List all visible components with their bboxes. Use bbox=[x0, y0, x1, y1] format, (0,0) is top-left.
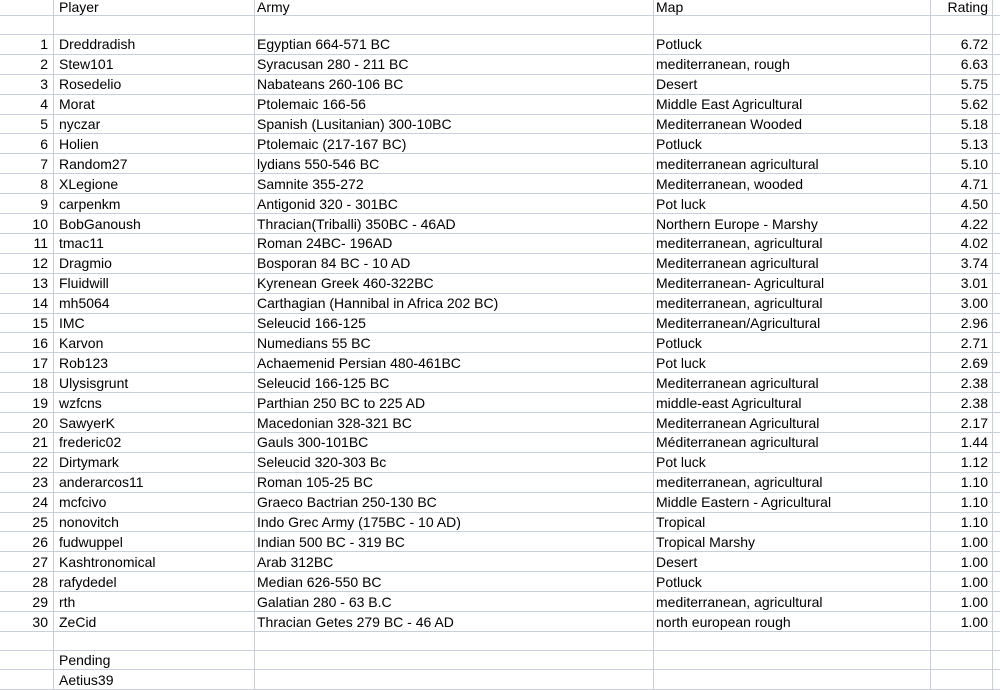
row-index[interactable]: 29 bbox=[32, 593, 48, 610]
map-cell[interactable]: mediterranean agricultural bbox=[656, 155, 819, 172]
rating-cell[interactable]: 6.63 bbox=[960, 56, 988, 73]
row-index[interactable]: 17 bbox=[32, 354, 48, 371]
player-cell[interactable]: Ulysisgrunt bbox=[59, 374, 129, 391]
player-cell[interactable]: nonovitch bbox=[59, 514, 119, 531]
map-cell[interactable]: mediterranean, agricultural bbox=[656, 295, 823, 312]
pending-player-row bbox=[0, 670, 1000, 690]
map-cell[interactable]: Potluck bbox=[656, 36, 702, 53]
player-cell[interactable]: SawyerK bbox=[59, 414, 116, 431]
map-cell[interactable]: Middle East Agricultural bbox=[656, 96, 803, 113]
player-cell[interactable]: Fluidwill bbox=[59, 275, 109, 292]
row-index[interactable]: 30 bbox=[32, 613, 48, 630]
row-index[interactable]: 28 bbox=[32, 573, 48, 590]
row-index[interactable]: 14 bbox=[32, 295, 48, 312]
pending-label[interactable]: Pending bbox=[59, 652, 111, 668]
army-cell[interactable]: Antigonid 320 - 301BC bbox=[257, 195, 398, 212]
table-row bbox=[0, 234, 1000, 254]
army-cell[interactable]: Bosporan 84 BC - 10 AD bbox=[257, 255, 411, 272]
table-row bbox=[0, 533, 1000, 553]
table-row bbox=[0, 154, 1000, 174]
map-cell[interactable]: Desert bbox=[656, 553, 698, 570]
map-cell[interactable]: Tropical Marshy bbox=[656, 533, 756, 550]
pending-player[interactable]: Aetius39 bbox=[59, 671, 114, 688]
table-row bbox=[0, 493, 1000, 513]
map-cell[interactable]: Mediterranean agricultural bbox=[656, 374, 819, 391]
player-cell[interactable]: mcfcivo bbox=[59, 494, 107, 511]
map-cell[interactable]: Desert bbox=[656, 76, 698, 93]
rating-cell[interactable]: 5.10 bbox=[960, 155, 988, 172]
empty-row[interactable] bbox=[0, 16, 1000, 35]
table-row bbox=[0, 592, 1000, 612]
row-index[interactable]: 22 bbox=[32, 454, 48, 471]
player-cell[interactable]: rafydedel bbox=[59, 573, 117, 590]
player-cell[interactable]: Holien bbox=[59, 135, 99, 152]
row-index[interactable]: 10 bbox=[32, 215, 48, 232]
row-index[interactable]: 23 bbox=[32, 474, 48, 491]
army-cell[interactable]: Macedonian 328-321 BC bbox=[257, 414, 412, 431]
rating-cell[interactable]: 1.00 bbox=[960, 533, 988, 550]
player-cell[interactable]: fudwuppel bbox=[59, 533, 123, 550]
player-cell[interactable]: BobGanoush bbox=[59, 215, 141, 232]
map-cell[interactable]: Potluck bbox=[656, 573, 702, 590]
army-cell[interactable]: Thracian Getes 279 BC - 46 AD bbox=[257, 613, 454, 630]
army-cell[interactable]: lydians 550-546 BC bbox=[257, 155, 380, 172]
empty-row[interactable] bbox=[0, 632, 1000, 651]
player-cell[interactable]: nyczar bbox=[59, 116, 101, 133]
table-row bbox=[0, 612, 1000, 632]
army-cell[interactable]: Ptolemaic (217-167 BC) bbox=[257, 135, 407, 152]
row-index[interactable]: 7 bbox=[40, 155, 48, 172]
table-row bbox=[0, 95, 1000, 115]
table-row bbox=[0, 274, 1000, 294]
map-cell[interactable]: Mediterranean, wooded bbox=[656, 175, 804, 192]
rating-cell[interactable]: 3.01 bbox=[960, 275, 988, 292]
army-cell[interactable]: Kyrenean Greek 460-322BC bbox=[257, 275, 434, 292]
row-index[interactable]: 25 bbox=[32, 514, 48, 531]
army-cell[interactable]: Roman 105-25 BC bbox=[257, 474, 373, 491]
row-index[interactable]: 8 bbox=[40, 175, 48, 192]
map-cell[interactable]: mediterranean, agricultural bbox=[656, 593, 823, 610]
army-cell[interactable]: Indo Grec Army (175BC - 10 AD) bbox=[257, 514, 461, 531]
rating-cell[interactable]: 2.69 bbox=[960, 354, 988, 371]
map-cell[interactable]: north european rough bbox=[656, 613, 791, 630]
row-index[interactable]: 12 bbox=[32, 255, 48, 272]
table-row bbox=[0, 572, 1000, 592]
map-cell[interactable]: Mediterranean Wooded bbox=[656, 116, 803, 133]
rating-cell[interactable]: 2.17 bbox=[960, 414, 988, 431]
map-cell[interactable]: Mediterranean Agricultural bbox=[656, 414, 820, 431]
rating-cell[interactable]: 1.00 bbox=[960, 593, 988, 610]
header-rating[interactable]: Rating bbox=[947, 0, 988, 15]
army-cell[interactable]: Median 626-550 BC bbox=[257, 573, 382, 590]
player-cell[interactable]: Rosedelio bbox=[59, 76, 122, 93]
army-cell[interactable]: Thracian(Triballi) 350BC - 46AD bbox=[257, 215, 456, 232]
table-row bbox=[0, 135, 1000, 155]
row-index[interactable]: 16 bbox=[32, 334, 48, 351]
army-cell[interactable]: Ptolemaic 166-56 bbox=[257, 96, 366, 113]
row-index[interactable]: 9 bbox=[40, 195, 48, 212]
rating-cell[interactable]: 1.44 bbox=[960, 434, 988, 451]
row-index[interactable]: 6 bbox=[40, 135, 48, 152]
player-cell[interactable]: Morat bbox=[59, 96, 95, 113]
rating-cell[interactable]: 1.12 bbox=[960, 454, 988, 471]
table-row bbox=[0, 334, 1000, 354]
row-index[interactable]: 4 bbox=[40, 96, 48, 113]
row-index[interactable]: 21 bbox=[32, 434, 48, 451]
player-cell[interactable]: wzfcns bbox=[59, 394, 102, 411]
row-index[interactable]: 19 bbox=[32, 394, 48, 411]
army-cell[interactable]: Achaemenid Persian 480-461BC bbox=[257, 354, 461, 371]
army-cell[interactable]: Parthian 250 BC to 225 AD bbox=[257, 394, 426, 411]
player-cell[interactable]: Dragmio bbox=[59, 255, 112, 272]
table-row bbox=[0, 254, 1000, 274]
army-cell[interactable]: Arab 312BC bbox=[257, 553, 334, 570]
table-row bbox=[0, 174, 1000, 194]
rating-cell[interactable]: 4.22 bbox=[960, 215, 988, 232]
map-cell[interactable]: Middle Eastern - Agricultural bbox=[656, 494, 832, 511]
rating-cell[interactable]: 5.75 bbox=[960, 76, 988, 93]
map-cell[interactable]: Méditerranean agricultural bbox=[656, 434, 819, 451]
player-cell[interactable]: mh5064 bbox=[59, 295, 110, 312]
rating-cell[interactable]: 1.00 bbox=[960, 613, 988, 630]
rating-cell[interactable]: 6.72 bbox=[960, 36, 988, 53]
table-row bbox=[0, 373, 1000, 393]
row-index[interactable]: 26 bbox=[32, 533, 48, 550]
pending-label-row bbox=[0, 651, 1000, 670]
army-cell[interactable]: Carthagian (Hannibal in Africa 202 BC) bbox=[257, 295, 499, 312]
rating-cell[interactable]: 5.62 bbox=[960, 96, 988, 113]
map-cell[interactable]: Pot luck bbox=[656, 195, 706, 212]
map-cell[interactable]: Mediterranean agricultural bbox=[656, 255, 819, 272]
army-cell[interactable]: Roman 24BC- 196AD bbox=[257, 235, 393, 252]
rating-cell[interactable]: 3.00 bbox=[960, 295, 988, 312]
army-cell[interactable]: Graeco Bactrian 250-130 BC bbox=[257, 494, 437, 511]
header-player[interactable]: Player bbox=[59, 0, 99, 15]
rating-cell[interactable]: 1.10 bbox=[960, 514, 988, 531]
table-row bbox=[0, 294, 1000, 314]
table-row bbox=[0, 453, 1000, 473]
rating-cell[interactable]: 4.02 bbox=[960, 235, 988, 252]
player-cell[interactable]: Random27 bbox=[59, 155, 128, 172]
header-map[interactable]: Map bbox=[656, 0, 684, 15]
army-cell[interactable]: Nabateans 260-106 BC bbox=[257, 76, 404, 93]
row-index[interactable]: 11 bbox=[33, 235, 48, 252]
table-row bbox=[0, 115, 1000, 135]
map-cell[interactable]: Tropical bbox=[656, 514, 706, 531]
player-cell[interactable]: IMC bbox=[59, 315, 85, 332]
player-cell[interactable]: Stew101 bbox=[59, 56, 114, 73]
rating-cell[interactable]: 1.00 bbox=[960, 553, 988, 570]
army-cell[interactable]: Egyptian 664-571 BC bbox=[257, 36, 391, 53]
rating-cell[interactable]: 3.74 bbox=[960, 255, 988, 272]
table-row bbox=[0, 473, 1000, 493]
table-row bbox=[0, 353, 1000, 373]
player-cell[interactable]: anderarcos11 bbox=[59, 474, 144, 491]
army-cell[interactable]: Seleucid 320-303 Bc bbox=[257, 454, 387, 471]
army-cell[interactable]: Samnite 355-272 bbox=[257, 175, 364, 192]
rating-cell[interactable]: 2.38 bbox=[960, 374, 988, 391]
row-index[interactable]: 27 bbox=[32, 553, 48, 570]
player-cell[interactable]: Dreddradish bbox=[59, 36, 136, 53]
map-cell[interactable]: Potluck bbox=[656, 334, 702, 351]
map-cell[interactable]: Mediterranean/Agricultural bbox=[656, 315, 821, 332]
table-row bbox=[0, 314, 1000, 334]
map-cell[interactable]: middle-east Agricultural bbox=[656, 394, 802, 411]
header-row bbox=[0, 0, 1000, 16]
player-cell[interactable]: carpenkm bbox=[59, 195, 121, 212]
army-cell[interactable]: Galatian 280 - 63 B.C bbox=[257, 593, 392, 610]
rating-cell[interactable]: 1.10 bbox=[960, 474, 988, 491]
row-index[interactable]: 2 bbox=[40, 56, 48, 73]
rating-cell[interactable]: 5.13 bbox=[960, 135, 988, 152]
row-index[interactable]: 5 bbox=[40, 116, 48, 133]
header-army[interactable]: Army bbox=[257, 0, 290, 15]
player-cell[interactable]: Rob123 bbox=[59, 354, 109, 371]
row-index[interactable]: 13 bbox=[32, 275, 48, 292]
table-row bbox=[0, 552, 1000, 572]
table-row bbox=[0, 194, 1000, 214]
player-cell[interactable]: rth bbox=[59, 593, 76, 610]
rating-cell[interactable]: 1.10 bbox=[960, 494, 988, 511]
rating-cell[interactable]: 4.71 bbox=[960, 175, 988, 192]
row-index[interactable]: 24 bbox=[32, 494, 48, 511]
player-cell[interactable]: Karvon bbox=[59, 334, 104, 351]
army-cell[interactable]: Numedians 55 BC bbox=[257, 334, 371, 351]
army-cell[interactable]: Syracusan 280 - 211 BC bbox=[257, 56, 409, 73]
rating-cell[interactable]: 1.00 bbox=[960, 573, 988, 590]
player-cell[interactable]: ZeCid bbox=[59, 613, 97, 630]
row-index[interactable]: 18 bbox=[32, 374, 48, 391]
row-index[interactable]: 1 bbox=[40, 36, 48, 53]
row-index[interactable]: 15 bbox=[32, 315, 48, 332]
table-row bbox=[0, 55, 1000, 75]
row-index[interactable]: 20 bbox=[32, 414, 48, 431]
map-cell[interactable]: mediterranean, agricultural bbox=[656, 474, 823, 491]
map-cell[interactable]: Potluck bbox=[656, 135, 702, 152]
rating-cell[interactable]: 2.96 bbox=[960, 315, 988, 332]
player-cell[interactable]: Kashtronomical bbox=[59, 553, 156, 570]
table-row bbox=[0, 433, 1000, 453]
army-cell[interactable]: Indian 500 BC - 319 BC bbox=[257, 533, 405, 550]
table-row bbox=[0, 75, 1000, 95]
table-row bbox=[0, 393, 1000, 413]
rating-cell[interactable]: 4.50 bbox=[960, 195, 988, 212]
player-cell[interactable]: tmac11 bbox=[59, 235, 104, 252]
table-row bbox=[0, 413, 1000, 433]
rating-cell[interactable]: 2.38 bbox=[960, 394, 988, 411]
table-row bbox=[0, 214, 1000, 234]
row-index[interactable]: 3 bbox=[40, 76, 48, 93]
army-cell[interactable]: Gauls 300-101BC bbox=[257, 434, 369, 451]
army-cell[interactable]: Seleucid 166-125 BC bbox=[257, 374, 390, 391]
map-cell[interactable]: Mediterranean- Agricultural bbox=[656, 275, 825, 292]
map-cell[interactable]: Pot luck bbox=[656, 454, 706, 471]
player-cell[interactable]: frederic02 bbox=[59, 434, 122, 451]
map-cell[interactable]: Northern Europe - Marshy bbox=[656, 215, 818, 232]
army-cell[interactable]: Spanish (Lusitanian) 300-10BC bbox=[257, 116, 452, 133]
map-cell[interactable]: Pot luck bbox=[656, 354, 706, 371]
table-row bbox=[0, 513, 1000, 533]
army-cell[interactable]: Seleucid 166-125 bbox=[257, 315, 366, 332]
map-cell[interactable]: mediterranean, agricultural bbox=[656, 235, 823, 252]
table-row bbox=[0, 35, 1000, 55]
rating-cell[interactable]: 5.18 bbox=[960, 116, 988, 133]
player-cell[interactable]: Dirtymark bbox=[59, 454, 119, 471]
rating-cell[interactable]: 2.71 bbox=[960, 334, 988, 351]
map-cell[interactable]: mediterranean, rough bbox=[656, 56, 790, 73]
player-cell[interactable]: XLegione bbox=[59, 175, 119, 192]
